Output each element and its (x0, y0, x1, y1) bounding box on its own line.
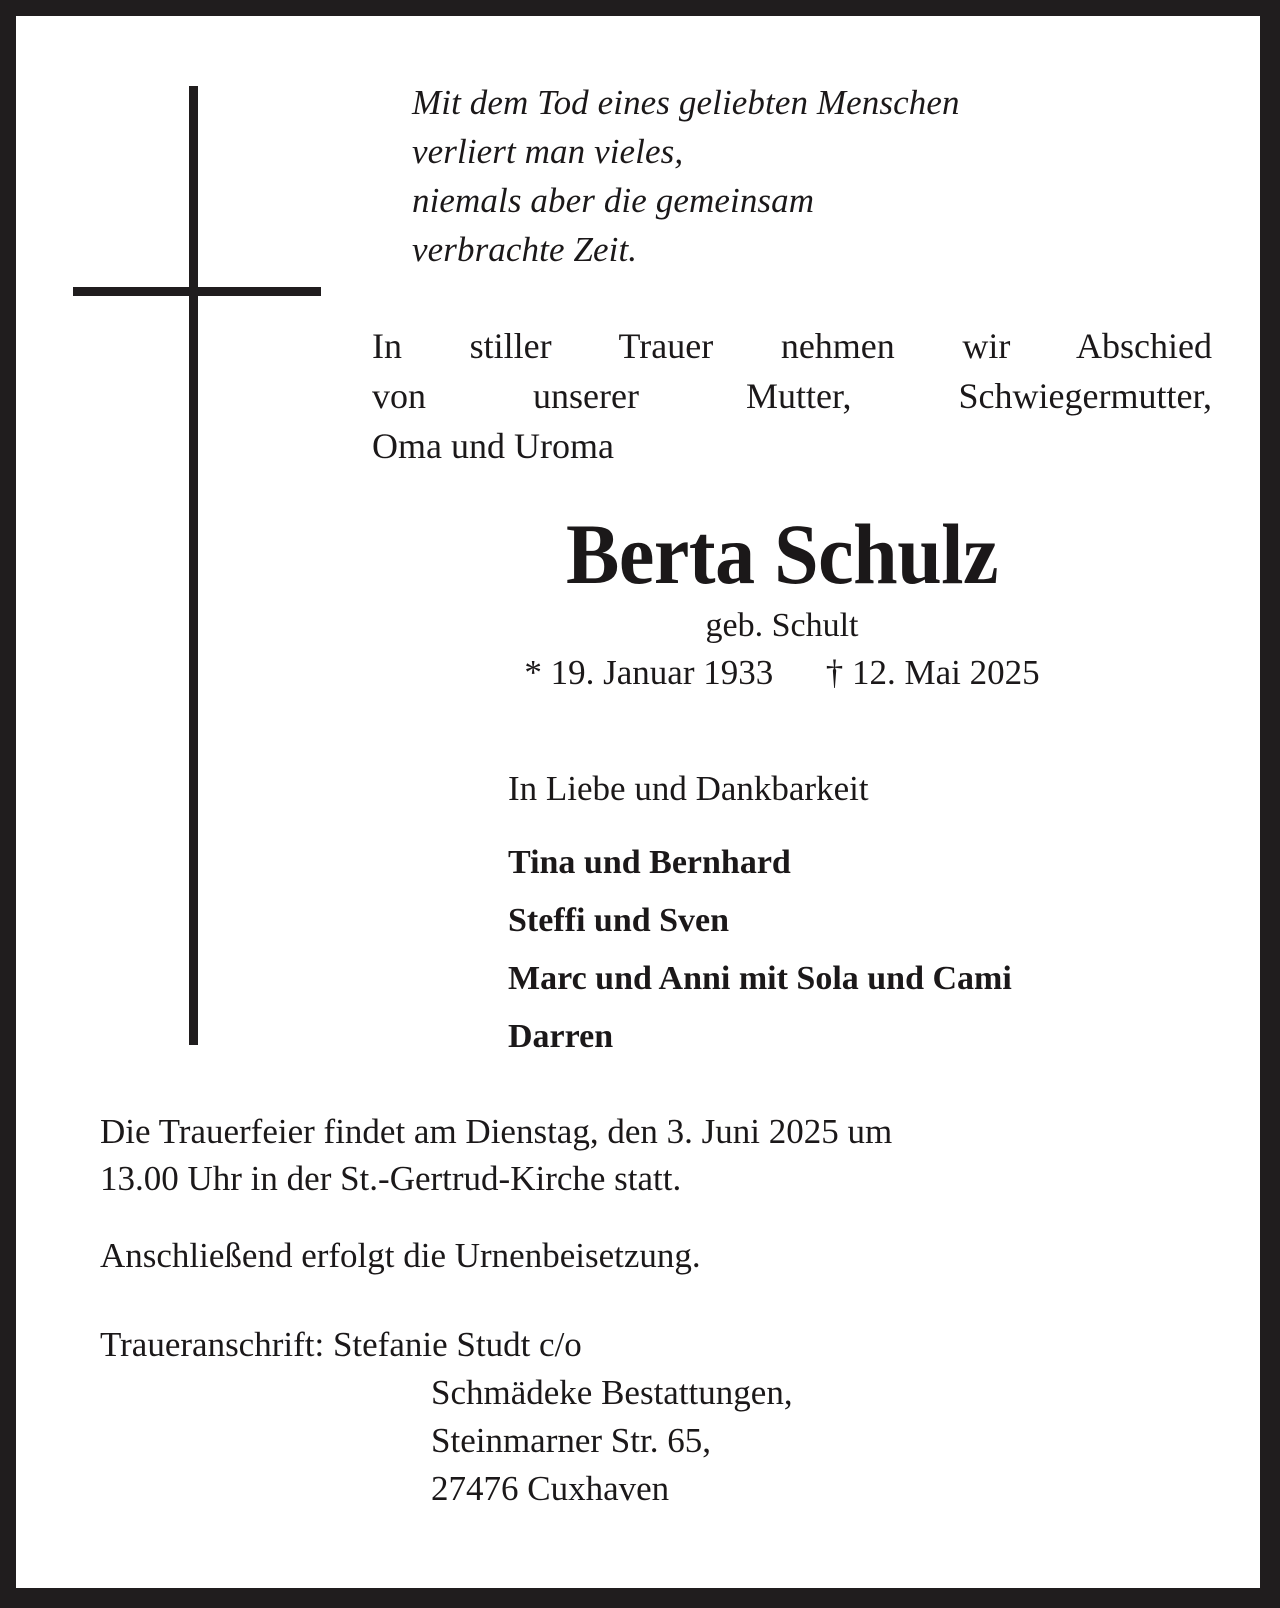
cross-horizontal-bar (73, 287, 321, 296)
epigraph-line-3: niemals aber die gemeinsam (412, 181, 815, 220)
epigraph-line-2: verliert man vieles, (412, 132, 684, 171)
service-details (100, 1108, 1196, 1279)
survivor-name: Darren (508, 1018, 614, 1055)
survivors-block (508, 766, 1212, 1066)
deceased-life-dates: * 19. Januar 1933 † 12. Mai 2025 (524, 653, 1040, 692)
intro-line-1: In stiller Trauer nehmen wir Abschied (372, 326, 1212, 366)
service-line-2: 13.00 Uhr in der St.-Gertrud-Kirche statt. (100, 1159, 682, 1198)
service-paragraph-2 (100, 1232, 1196, 1279)
mourning-address-block (100, 1321, 1196, 1513)
service-paragraph-1 (100, 1108, 1196, 1202)
christian-cross-icon (57, 70, 347, 1050)
intro-line-3: Oma und Uroma (372, 426, 614, 466)
survivors-heading: In Liebe und Dankbarkeit (508, 769, 869, 808)
address-line-1: Traueranschrift: Stefanie Studt c/o (100, 1325, 582, 1364)
epigraph-line-1: Mit dem Tod eines geliebten Menschen (412, 83, 960, 122)
address-line-3: Steinmarner Str. 65, (431, 1421, 711, 1460)
deceased-name: Berta Schulz (565, 506, 999, 602)
announcement-intro (372, 321, 1212, 471)
survivor-name: Tina und Bernhard (508, 844, 791, 881)
survivor-name: Marc und Anni mit Sola und Cami (508, 960, 1012, 997)
cross-vertical-bar (189, 86, 198, 1045)
epigraph-line-4: verbrachte Zeit. (412, 230, 638, 269)
address-line-4: 27476 Cuxhaven (431, 1469, 670, 1508)
deceased-block (352, 506, 1212, 696)
survivor-name: Steffi und Sven (508, 902, 730, 939)
address-line-2: Schmädeke Bestattungen, (431, 1373, 793, 1412)
epigraph-verse (412, 78, 1212, 274)
service-line-1: Die Trauerfeier findet am Dienstag, den 3. Juni 2025 um (100, 1112, 893, 1151)
notice-card (16, 16, 1260, 1588)
intro-line-2: von unserer Mutter, Schwiegermutter, (372, 376, 1212, 416)
deceased-maiden-name: geb. Schult (705, 607, 859, 644)
interment-line: Anschließend erfolgt die Urnenbeisetzung. (100, 1236, 701, 1275)
